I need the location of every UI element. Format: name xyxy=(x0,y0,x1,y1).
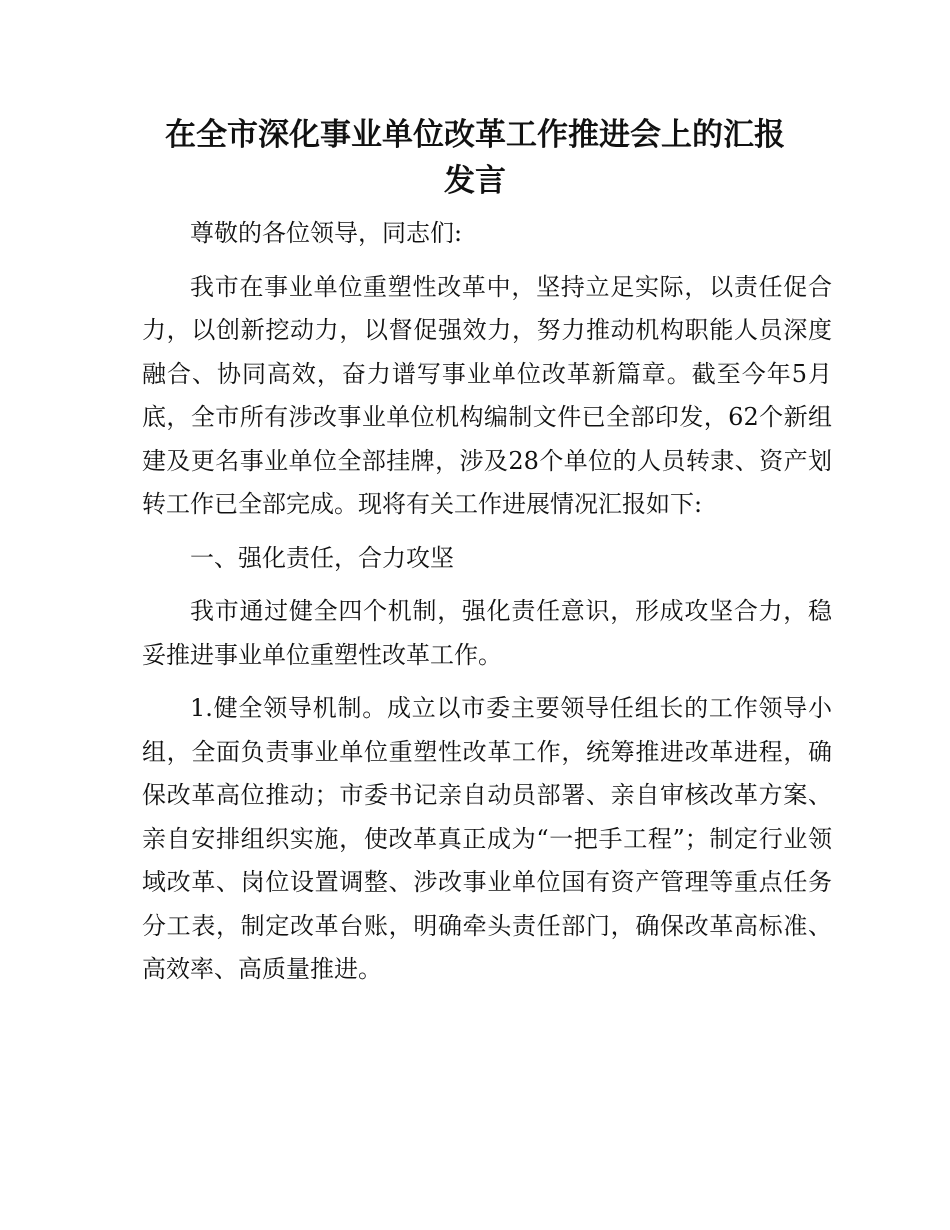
salutation: 尊敬的各位领导，同志们: xyxy=(190,219,463,247)
document-body xyxy=(142,212,832,1002)
title-line-2: 发言 xyxy=(444,163,506,199)
paragraph-intro: 我市在事业单位重塑性改革中，坚持立足实际，以责任促合力，以创新挖动力，以督促强效力，努力推动机构职能人员深度融合、协同高效，奋力谱写事业单位改革新篇章。截至今年5月底，全市所有涉改事业单位机构编制文件已全部印发，62个新组建及更名事业单位全部挂牌，涉及28个单位的人员转隶、资产划转工作已全部完成。现将有关工作进展情况汇报如下: xyxy=(142,272,832,518)
section-heading-1: 一、强化责任，合力攻坚 xyxy=(190,543,454,572)
title-line-1: 在全市深化事业单位改革工作推进会上的汇报 xyxy=(165,117,785,153)
document-title xyxy=(0,112,950,204)
paragraph-section-1-intro: 我市通过健全四个机制，强化责任意识，形成攻坚合力，稳妥推进事业单位重塑性改革工作。 xyxy=(142,597,832,669)
paragraph-leadership-mechanism: 1.健全领导机制。成立以市委主要领导任组长的工作领导小组，全面负责事业单位重塑性改革工作，统筹推进改革进程，确保改革高位推动；市委书记亲自动员部署、亲自审核改革方案、亲自安排组织实施，使改革真正成为“一把手工程”；制定行业领域改革、岗位设置调整、涉改事业单位国有资产管理等重点任务分工表，制定改革台账，明确牵头责任部门，确保改革高标准、高效率、高质量推进。 xyxy=(142,694,832,983)
